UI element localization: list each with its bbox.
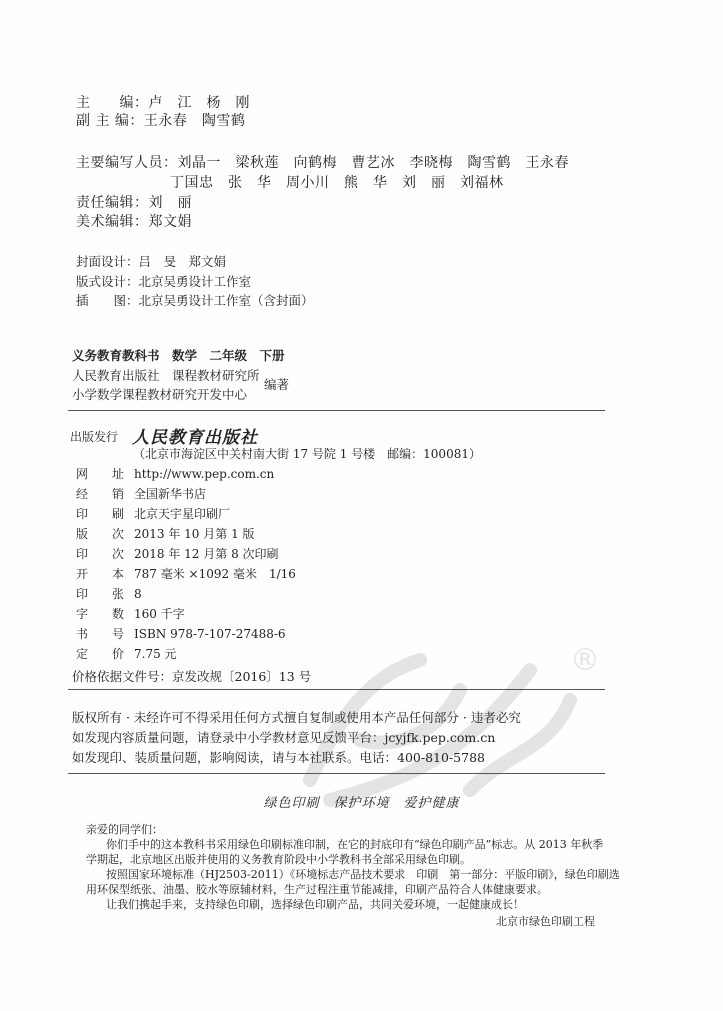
detail-value: 北京天宇星印刷厂 <box>134 507 231 521</box>
detail-row <box>76 485 206 502</box>
chief-editor-value: 卢 江 杨 刚 <box>148 95 250 111</box>
green-para3: 让我们携起手来，支持绿色印刷，选择绿色印刷产品，共同关爱环境，一起健康成长！ <box>106 898 524 911</box>
responsible-editor-value: 刘 丽 <box>148 195 192 211</box>
layout-design-line <box>76 272 251 290</box>
detail-key: 网址 <box>76 467 124 481</box>
detail-key: 定价 <box>76 647 124 661</box>
print-quality-line: 如发现印、装质量问题，影响阅读，请与本社联系。电话：400-810-5788 <box>72 750 485 765</box>
detail-row <box>76 525 255 542</box>
detail-value: 2013 年 10 月第 1 版 <box>134 527 255 541</box>
author-org-2: 小学数学课程教材研究开发中心 <box>72 387 248 402</box>
publisher-address: （北京市海淀区中关村南大街 17 号院 1 号楼 邮编：100081） <box>133 447 481 461</box>
divider <box>68 410 605 411</box>
book-title: 义务教育教科书 数学 二年级 下册 <box>72 348 285 363</box>
detail-row <box>76 585 142 602</box>
main-writers-names-1: 刘晶一 梁秋莲 向鹤梅 曹艺冰 李晓梅 陶雪鹤 王永春 <box>177 155 569 171</box>
main-writers-names-2: 丁国忠 张 华 周小川 熊 华 刘 丽 刘福林 <box>170 175 504 191</box>
detail-value: 7.75 元 <box>134 647 177 661</box>
green-para2-line2: 用环保型纸张、油墨、胶水等原辅材料，生产过程注重节能减排，印刷产品符合人体健康要求。 <box>86 883 548 896</box>
main-writers-line <box>76 152 569 172</box>
responsible-editor-line <box>76 192 192 212</box>
publisher-logo: 人民教育出版社 <box>132 428 258 448</box>
detail-value: 160 千字 <box>134 607 185 621</box>
green-signature: 北京市绿色印刷工程 <box>496 915 595 928</box>
main-writers-label: 主要编写人员： <box>76 155 178 171</box>
detail-key: 书号 <box>76 627 124 641</box>
detail-key: 经销 <box>76 487 124 501</box>
detail-key: 印次 <box>76 547 124 561</box>
illustration-label: 插 图： <box>76 293 139 308</box>
detail-key: 版次 <box>76 527 124 541</box>
layout-design-label: 版式设计： <box>76 274 139 289</box>
detail-key: 开本 <box>76 567 124 581</box>
detail-row <box>76 565 296 582</box>
copyright-line: 版权所有 · 未经许可不得采用任何方式擅自复制或使用本产品任何部分 · 违者必究 <box>72 710 521 725</box>
detail-row <box>76 505 230 522</box>
cover-design-line <box>76 252 226 270</box>
cover-design-label: 封面设计： <box>76 254 139 269</box>
green-greeting: 亲爱的同学们： <box>86 823 163 836</box>
detail-row <box>76 625 286 642</box>
detail-value: 全国新华书店 <box>134 487 207 501</box>
deputy-editor-line <box>76 110 245 130</box>
detail-key: 字数 <box>76 607 124 621</box>
author-org-1: 人民教育出版社 课程教材研究所 <box>72 368 260 383</box>
deputy-editor-value: 王永春 陶雪鹤 <box>143 113 246 129</box>
illustration-value: 北京吴勇设计工作室（含封面） <box>138 293 314 308</box>
detail-key: 印刷 <box>76 507 124 521</box>
art-editor-label: 美术编辑： <box>76 214 149 230</box>
chief-editor-line <box>76 92 250 112</box>
art-editor-line <box>76 211 192 231</box>
detail-row <box>76 645 177 662</box>
green-printing-slogan: 绿色印刷 保护环境 爱护健康 <box>263 796 460 811</box>
art-editor-value: 郑文娟 <box>148 214 192 230</box>
cover-design-value: 吕 旻 郑文娟 <box>138 254 227 269</box>
detail-row <box>76 545 279 562</box>
green-para2-line1: 按照国家环境标准（HJ2503-2011）《环境标志产品技术要求 印刷 第一部分：平版印刷》，绿色印刷选 <box>106 868 620 881</box>
watermark-registered-mark: ® <box>570 643 600 678</box>
price-basis: 价格依据文件号：京发改规〔2016〕13 号 <box>72 669 312 684</box>
publisher-label: 出版发行 <box>70 430 119 444</box>
authored-label: 编著 <box>264 377 290 392</box>
detail-value: 787 毫米 ×1092 毫米 1/16 <box>134 567 296 581</box>
detail-value: 2018 年 12 月第 8 次印刷 <box>134 547 279 561</box>
responsible-editor-label: 责任编辑： <box>76 195 149 211</box>
illustration-line <box>76 291 314 309</box>
detail-value: ISBN 978-7-107-27488-6 <box>134 627 286 641</box>
content-feedback-line: 如发现内容质量问题，请登录中小学教材意见反馈平台：jcyjfk.pep.com.cn <box>72 730 496 745</box>
layout-design-value: 北京吴勇设计工作室 <box>138 274 252 289</box>
chief-editor-label: 主 编： <box>76 95 149 111</box>
deputy-editor-label: 副 主 编： <box>76 113 144 129</box>
green-para1-line1: 你们手中的这本教科书采用绿色印刷标准印制，在它的封底印有“绿色印刷产品”标志。从 2013 年秋季 <box>106 838 604 851</box>
detail-value: http://www.pep.com.cn <box>134 467 275 481</box>
green-para1-line2: 学期起，北京地区出版并使用的义务教育阶段中小学教科书全部采用绿色印刷。 <box>86 853 471 866</box>
divider <box>68 773 605 774</box>
detail-key: 印张 <box>76 587 124 601</box>
detail-row <box>76 605 185 622</box>
detail-row <box>76 465 274 482</box>
detail-value: 8 <box>134 587 142 601</box>
